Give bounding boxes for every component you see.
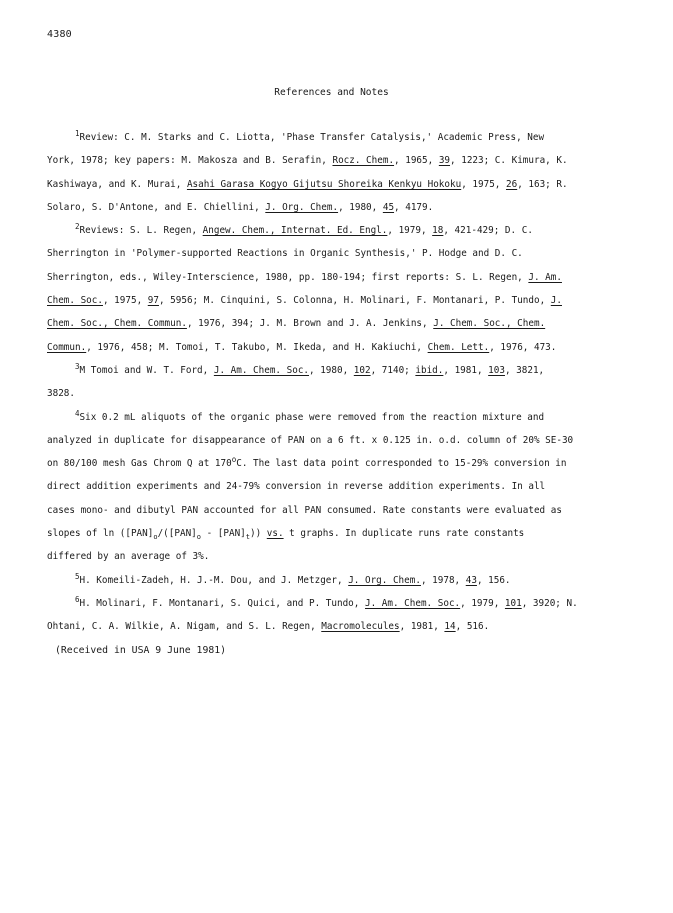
reference-line [47,522,622,545]
reference-text: , 1981, [399,621,445,633]
reference-note [47,592,622,639]
reference-note [47,219,622,359]
reference-text: , 1223; C. Kimura, K. [450,155,568,167]
reference-text: , 1975, [461,178,506,190]
received-date: (Received in USA 9 June 1981) [55,644,227,656]
footnote-marker: 6 [75,594,80,604]
reference-text: t [245,533,250,542]
reference-text: H. Komeili-Zadeh, H. J.-M. Dou, and J. Metzger, [79,574,349,586]
footnote-marker: 1 [75,129,80,138]
footnote-marker: 5 [75,571,80,581]
reference-text: C. The last data point corresponded to 15-29% conversion in [236,458,567,470]
reference-text: Sherrington in 'Polymer-supported Reactions in Organic Synthesis,' P. Hodge and D. C. [47,248,523,260]
reference-text: , 4179. [394,201,434,213]
reference-text: o [231,455,237,465]
citation-underlined: Chem. Lett. [427,341,490,353]
reference-text: , 1978, [420,574,466,586]
reference-text: o [196,533,201,542]
reference-line [47,336,622,359]
page-number: 4380 [47,29,72,40]
reference-text: direct addition experiments and 24-79% conversion in reverse addition experiments. In all [47,481,546,493]
citation-underlined: 102 [353,364,371,376]
citation-underlined: Macromolecules [321,621,400,633]
reference-text: , 1975, [102,295,148,307]
reference-text: , 1976, 458; M. Tomoi, T. Takubo, M. Ikeda, and H. Kakiuchi, [86,341,428,353]
reference-line [47,615,622,638]
reference-line [47,266,622,289]
citation-underlined: vs. [266,528,284,540]
reference-text: , 1976, 394; J. M. Brown and J. A. Jenkins, [186,318,434,330]
reference-line [47,173,622,196]
citation-underlined: 39 [438,155,451,167]
reference-note [47,359,622,406]
reference-text: , 421-429; D. C. [443,225,533,237]
reference-text: , 3920; N. [521,597,578,609]
reference-text: , 1979, [460,597,505,609]
reference-text: , 1980, [309,364,354,376]
citation-underlined: J. Chem. Soc., Chem. [433,318,546,330]
reference-text: , 1979, [387,225,433,237]
reference-line [47,126,622,149]
reference-line [47,196,622,219]
reference-text: /([PAN] [157,528,197,540]
reference-note [47,569,622,592]
reference-text: , 3821, [504,364,545,376]
reference-text: slopes of ln ([PAN] [47,528,154,540]
reference-text: analyzed in duplicate for disappearance of PAN on a 6 ft. x 0.125 in. o.d. column of 20% SE-30 [47,434,574,446]
citation-underlined: J. [550,295,562,307]
reference-line [47,499,622,522]
reference-line [47,219,622,242]
reference-text: on 80/100 mesh Gas Chrom Q at 170 [47,458,232,470]
reference-line [47,149,622,172]
reference-text: , 156. [476,574,511,586]
reference-text: , 1965, [394,155,439,167]
reference-text: , 1981, [443,364,489,376]
footnote-marker: 2 [75,222,80,232]
reference-text: , 516. [455,621,490,633]
citation-underlined: 45 [382,201,395,213]
reference-line [47,289,622,312]
reference-note [47,406,622,569]
reference-text: , 1976, 473. [489,341,557,353]
citation-underlined: ibid. [415,364,444,376]
footnote-marker: 4 [75,408,80,418]
reference-text: , 163; R. [517,178,568,190]
citation-underlined: J. Am. Chem. Soc. [364,597,461,609]
reference-line [47,429,622,452]
reference-text: M Tomoi and W. T. Ford, [79,364,214,376]
reference-line [47,592,622,615]
reference-text: York, 1978; key papers: M. Makosza and B. Serafin, [47,155,333,167]
reference-line [47,382,622,405]
reference-line [47,359,622,382]
reference-text: - [PAN] [200,528,246,540]
section-heading: References and Notes [274,87,389,98]
reference-line [47,545,622,568]
reference-text: differed by an average of 3%. [47,551,210,563]
reference-line [47,242,622,265]
reference-text: Reviews: S. L. Regen, [79,225,203,237]
reference-note [47,126,622,219]
reference-text: H. Molinari, F. Montanari, S. Quici, and P. Tundo, [79,597,365,609]
reference-text: Review: C. M. Starks and C. Liotta, 'Phase Transfer Catalysis,' Academic Press, New [79,132,545,143]
reference-line [47,475,622,498]
reference-text: Six 0.2 mL aliquots of the organic phase were removed from the reaction mixture and [79,411,545,423]
reference-text: , 7140; [370,364,416,376]
citation-underlined: Commun. [47,341,87,353]
citation-underlined: 103 [488,364,505,376]
citation-underlined: 97 [147,295,159,307]
citation-underlined: 26 [505,178,518,190]
reference-text: cases mono- and dibutyl PAN accounted for all PAN consumed. Rate constants were evaluated as [47,504,562,516]
citation-underlined: 14 [444,621,456,633]
reference-line [47,312,622,335]
citation-underlined: J. Am. [528,271,562,283]
citation-underlined: Asahi Garasa Kogyo Gijutsu Shoreika Kenkyu Hokoku [186,178,462,190]
citation-underlined: J. Am. Chem. Soc. [213,364,310,376]
citation-underlined: 18 [432,225,444,237]
citation-underlined: 43 [465,574,477,586]
reference-line [47,569,622,592]
reference-text: Kashiwaya, and K. Murai, [47,178,187,190]
reference-text: , 5956; M. Cinquini, S. Colonna, H. Molinari, F. Montanari, P. Tundo, [158,295,551,307]
citation-underlined: Chem. Soc. [47,295,103,307]
citation-underlined: Rocz. Chem. [332,155,395,167]
references-list [47,126,622,662]
citation-underlined: J. Org. Chem. [348,574,421,586]
citation-underlined: 101 [504,597,522,609]
reference-text: )) [249,528,267,540]
reference-text: Ohtani, C. A. Wilkie, A. Nigam, and S. L. Regen, [47,621,322,633]
reference-text: , 1980, [338,201,383,213]
reference-text: Solaro, S. D'Antone, and E. Chiellini, [47,201,266,213]
reference-line [47,406,622,429]
reference-line [47,452,622,475]
footnote-marker: 3 [75,361,80,371]
citation-underlined: Chem. Soc., Chem. Commun. [47,318,187,330]
citation-underlined: Angew. Chem., Internat. Ed. Engl. [202,225,388,237]
reference-text: 3828. [47,388,75,400]
reference-text: Sherrington, eds., Wiley-Interscience, 1980, pp. 180-194; first reports: S. L. Regen, [47,271,529,283]
reference-text: t graphs. In duplicate runs rate constants [283,528,525,540]
reference-text: o [153,533,158,542]
citation-underlined: J. Org. Chem. [265,201,339,213]
